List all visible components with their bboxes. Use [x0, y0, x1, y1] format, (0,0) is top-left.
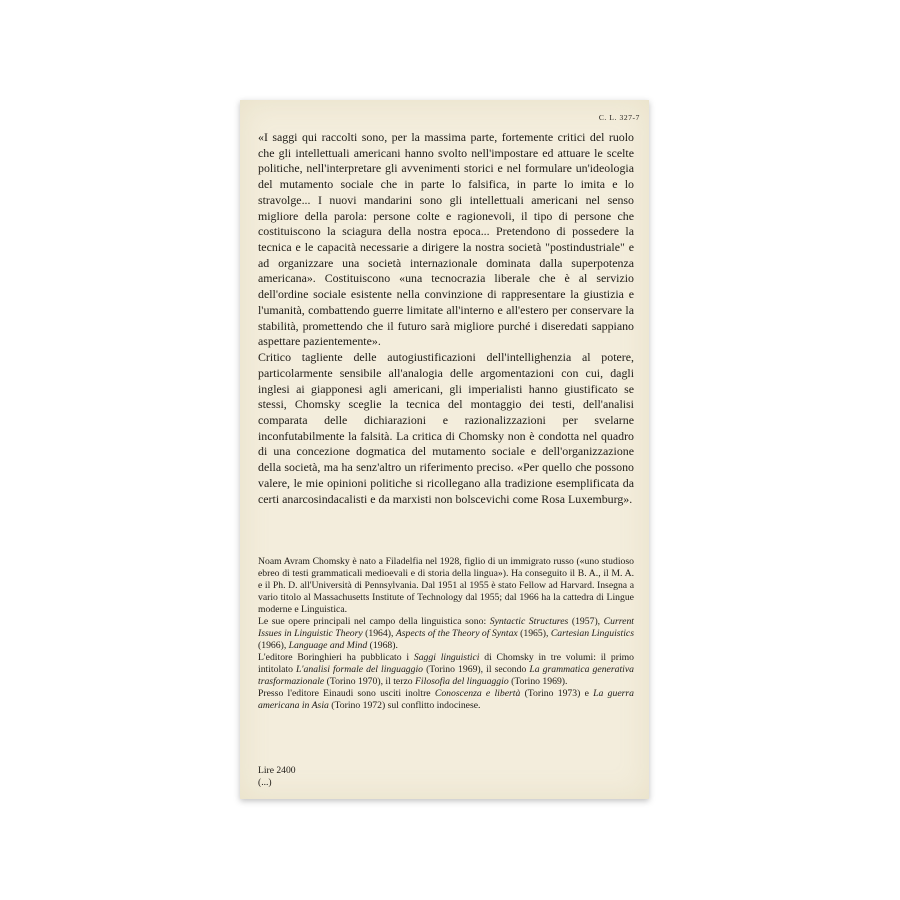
book-title: Filosofia del linguaggio	[415, 676, 509, 688]
price-note: (...)	[258, 776, 272, 788]
catalog-code: C. L. 327-7	[598, 113, 640, 122]
bio-text: (1964),	[362, 628, 396, 640]
bio-text: di Chomsky in tre volumi: il primo intitolato	[258, 652, 635, 676]
bio-text: (1966),	[258, 640, 289, 652]
book-title: L'analisi formale del linguaggio	[296, 664, 424, 676]
bio-text: (Torino 1972) sul conflitto indocinese.	[328, 700, 481, 712]
book-title: Syntactic Structures	[489, 616, 569, 628]
bio-text: (Torino 1973) e	[520, 688, 594, 700]
book-title: Conoscenza e libertà	[434, 688, 521, 700]
book-title: Language and Mind	[288, 640, 368, 652]
bio-paragraph-2	[258, 616, 634, 652]
bio-text: L'editore Boringhieri ha pubblicato i	[258, 652, 414, 664]
book-title: Saggi linguistici	[413, 652, 480, 664]
bio-text: (Torino 1969), il secondo	[423, 664, 530, 676]
author-biography	[258, 556, 634, 712]
bio-text: (1965),	[517, 628, 551, 640]
book-title: Current Issues in Linguistic Theory	[258, 616, 634, 640]
bio-text: (1968).	[367, 640, 398, 652]
bio-paragraph-3	[258, 652, 634, 688]
book-back-cover	[240, 100, 649, 799]
book-title: La grammatica generativa trasformazionale	[258, 664, 634, 688]
book-title: Cartesian Linguistics	[550, 628, 634, 640]
bio-text: Presso l'editore Einaudi sono usciti inoltre	[258, 688, 435, 700]
bio-text: (1957),	[568, 616, 604, 628]
blurb-paragraph-1: «I saggi qui raccolti sono, per la massima parte, fortemente critici del ruolo che gli intellettuali americani hanno svolto nell'impostare ed attuare le scelte politiche, nell'interpretare gli avvenimenti storici e nel formulare un'ideologia del mutamento sociale che in parte lo falsifica, in parte lo imita e lo stravolge... I nuovi mandarini sono gli intellettuali americani nel senso migliore della parola: persone colte e ragionevoli, il tipo di persone che costituiscono la sciagura della nostra epoca... Pretendono di possedere la tecnica e le capacità necessarie a dirigere la nostra società "postindustriale" e ad organizzare una società internazionale dominata dalla superpotenza americana». Costituiscono «una tecnocrazia liberale che è al servizio dell'ordine sociale esistente nella convinzione di rappresentare la giustizia e l'umanità, combattendo guerre limitate all'interno e all'estero per conservare la stabilità, promettendo che il futuro sarà migliore purché i diseredati sappiano aspettare pazientemente».	[258, 130, 634, 349]
bio-paragraph-4	[258, 688, 634, 712]
book-title: Aspects of the Theory of Syntax	[395, 628, 518, 640]
book-title: La guerra americana in Asia	[258, 688, 635, 712]
blurb-paragraph-2: Critico tagliente delle autogiustificazioni dell'intellighenzia al potere, particolarmente sensibile all'analogia delle argomentazioni con cui, dagli inglesi ai giapponesi agli americani, gli imperialisti hanno giustificato se stessi, Chomsky sceglie la tecnica del montaggio dei testi, dell'analisi comparata delle dichiarazioni e razionalizzazioni per svelarne inconfutabilmente la falsità. La critica di Chomsky non è condotta nel quadro di una concezione dogmatica del mutamento sociale e dell'organizzazione della società, ma ha senz'altro un riferimento preciso. «Per quello che possono valere, le mie opinioni politiche si ricollegano alla tradizione esemplificata da certi anarcosindacalisti e da marxisti non bolscevichi come Rosa Luxemburg».	[258, 350, 634, 506]
bio-text: Le sue opere principali nel campo della linguistica sono:	[258, 616, 490, 628]
bio-text: (Torino 1969).	[508, 676, 568, 688]
price: Lire 2400	[258, 765, 296, 776]
price-block	[258, 765, 296, 788]
bio-text: (Torino 1970), il terzo	[324, 676, 416, 688]
bio-paragraph-1: Noam Avram Chomsky è nato a Filadelfia nel 1928, figlio di un immigrato russo («uno studioso ebreo di testi grammaticali medioevali e di storia della lingua»). Ha conseguito il B. A., il M. A. e il Ph. D. all'Università di Pennsylvania. Dal 1951 al 1955 è stato Fellow ad Harvard. Insegna a vario titolo al Massachusetts Institute of Technology dal 1955; dal 1966 ha la cattedra di Lingue moderne e Linguistica.	[258, 556, 634, 616]
blurb-text	[258, 130, 634, 507]
